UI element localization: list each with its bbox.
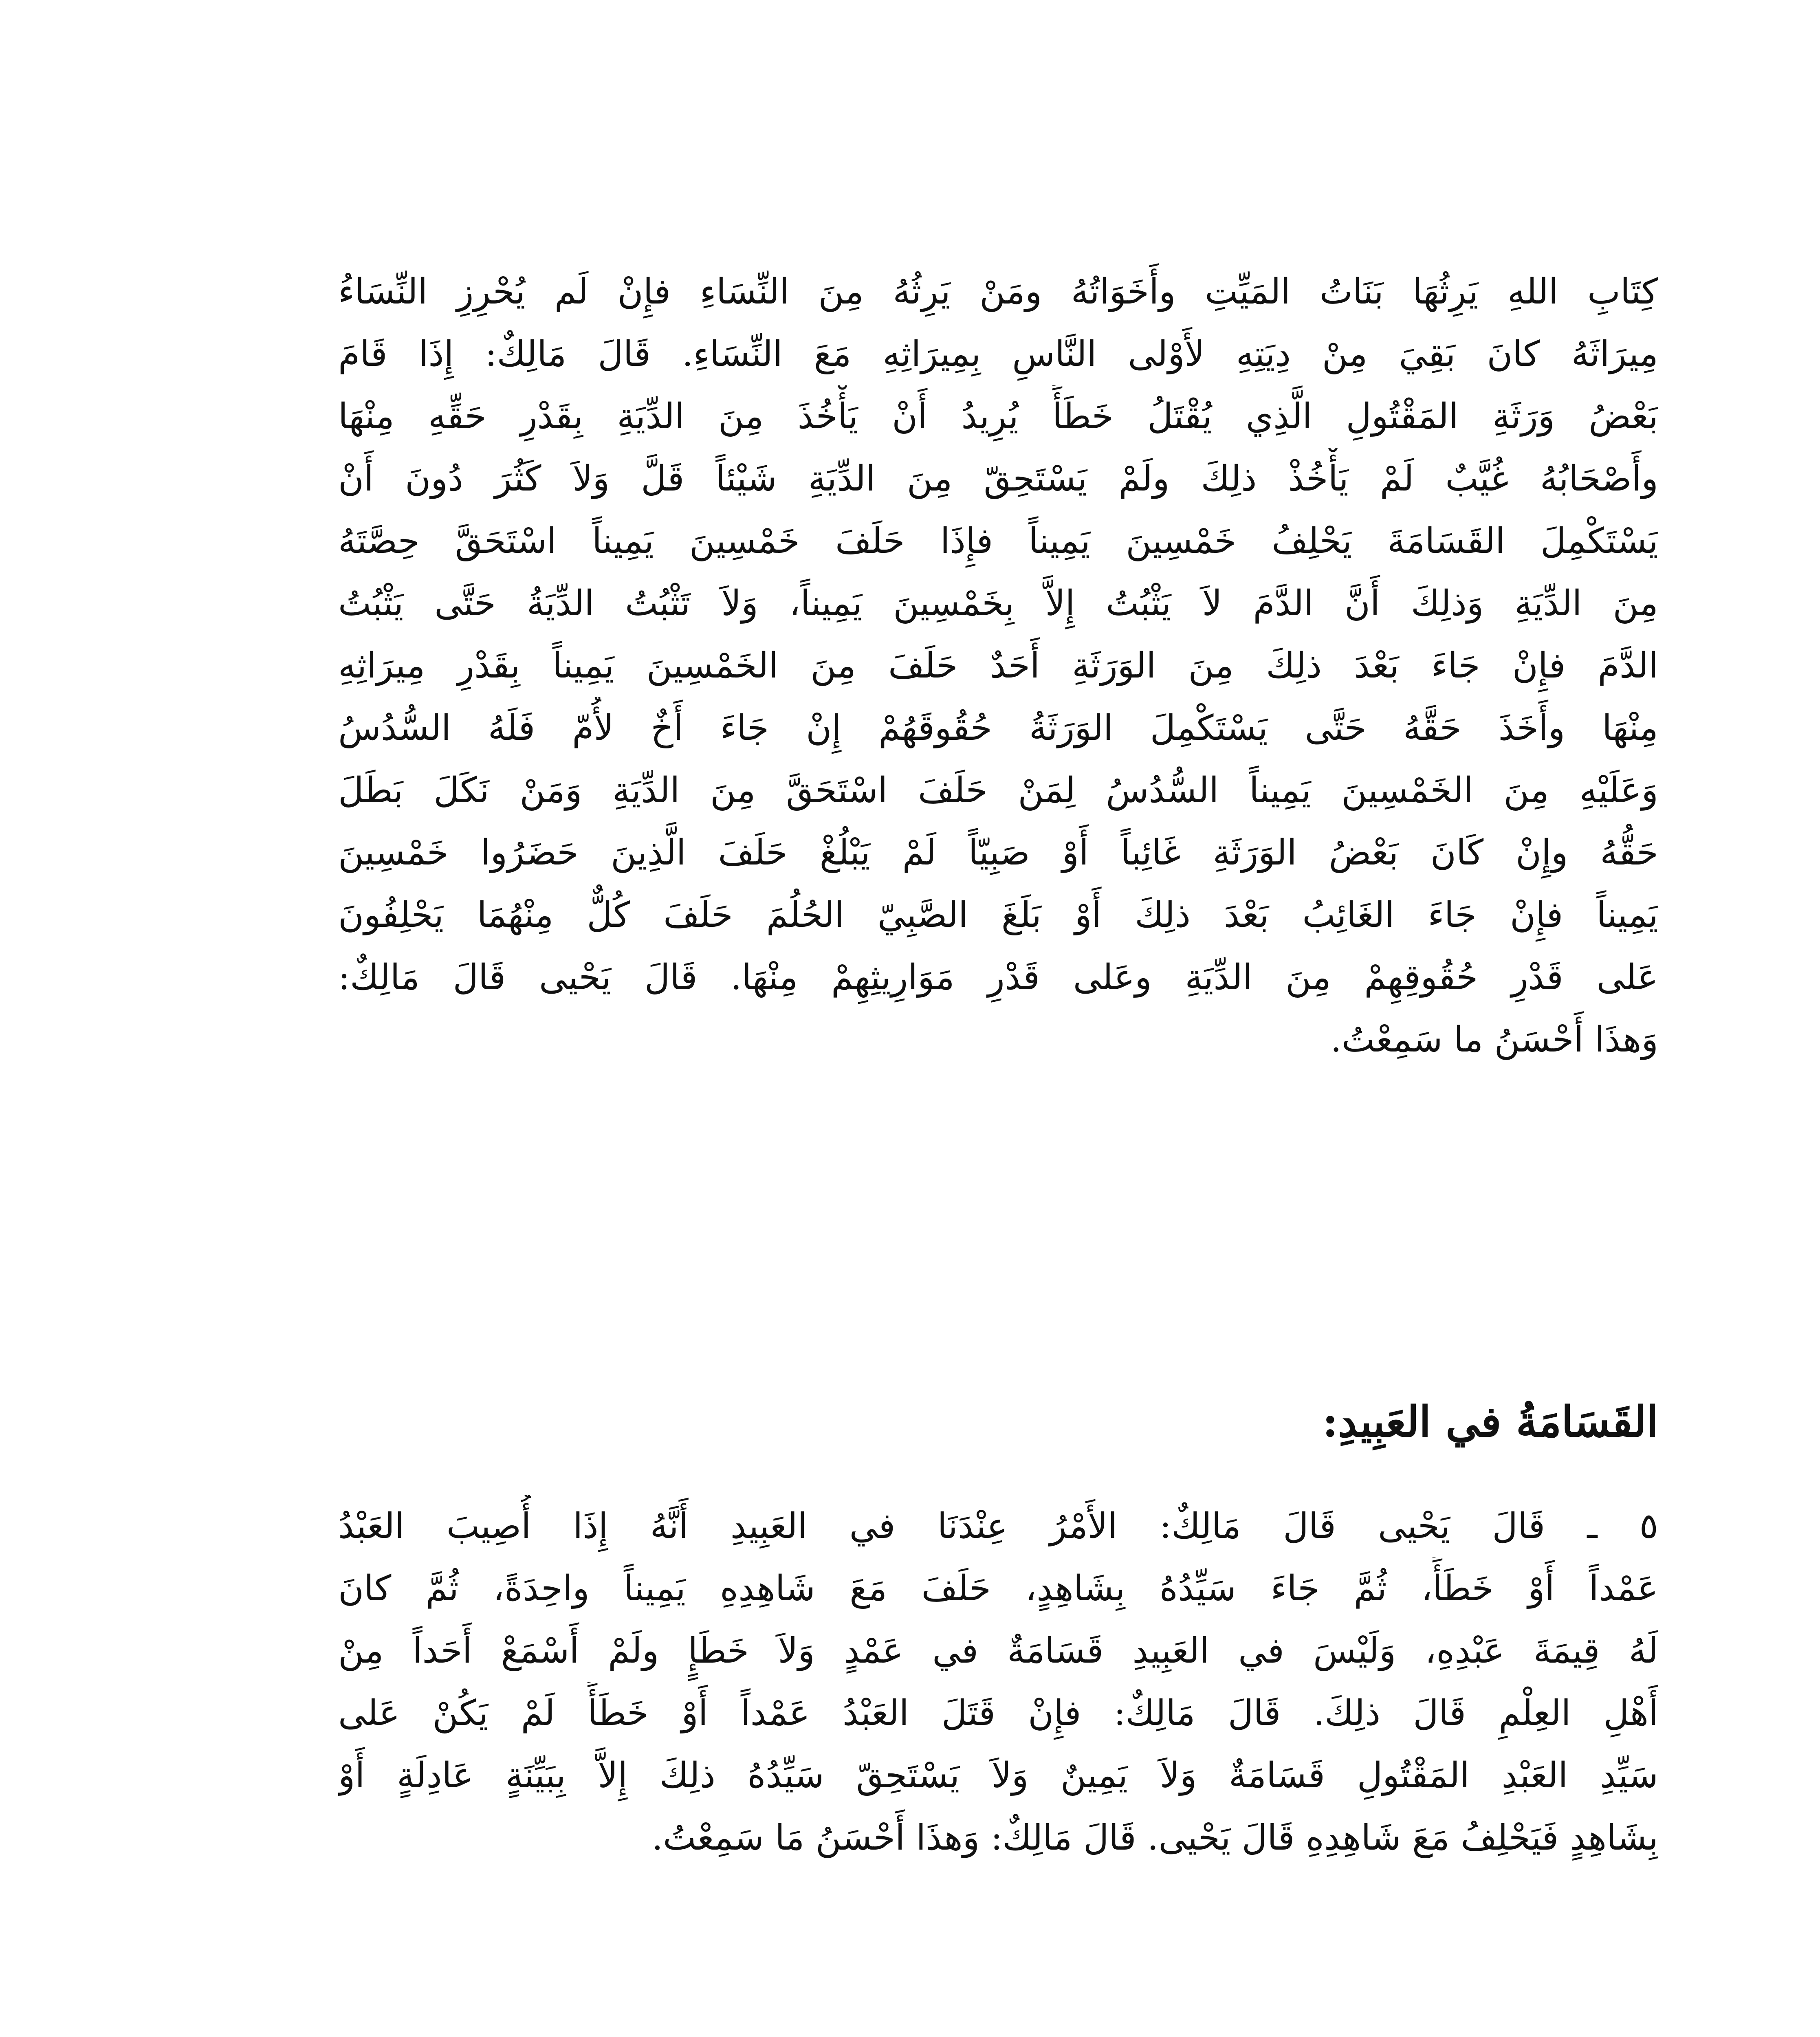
section-heading: القَسَامَةُ في العَبِيدِ: bbox=[1322, 1397, 1658, 1447]
text-line: مِنْهَا وأَخَذَ حَقَّهُ حَتَّى يَسْتَكْمِلَ الوَرَثَةُ حُقُوقَهُمْ إِنْ جَاءَ أَخٌ لأُمّ فَلَهُ السُّدُسُ bbox=[338, 708, 1658, 748]
text-line: وأَصْحَابُهُ غُيَّبٌ لَمْ يَأْخُذْ ذلِكَ ولَمْ يَسْتَحِقّ مِنَ الدِّيَةِ شَيْئاً قَلَّ وَلاَ كَثُرَ دُونَ أَنْ bbox=[338, 458, 1658, 499]
text-line: عَمْداً أَوْ خَطَأً، ثُمَّ جَاءَ سَيِّدُهُ بِشَاهِدٍ، حَلَفَ مَعَ شَاهِدِهِ يَمِيناً واحِدَةً، ثُمَّ كانَ bbox=[338, 1568, 1658, 1609]
paragraph-2 bbox=[338, 1495, 1658, 1869]
text-line: بِشَاهِدٍ فَيَحْلِفُ مَعَ شَاهِدِهِ قَالَ يَحْيى. قَالَ مَالِكٌ: وَهذَا أَحْسَنُ مَا سَمِعْتُ. bbox=[651, 1817, 1658, 1858]
paragraph-1 bbox=[338, 261, 1658, 1071]
text-line: وَعَلَيْهِ مِنَ الخَمْسِينَ يَمِيناً السُّدُسُ لِمَنْ حَلَفَ اسْتَحَقَّ مِنَ الدِّيَةِ وَمَنْ نَكَلَ بَطَلَ bbox=[338, 770, 1658, 811]
text-line: مِيرَاثَهُ كانَ بَقِيَ مِنْ دِيَتِهِ لأَوْلى النَّاسِ بِمِيرَاثِهِ مَعَ النِّسَاءِ. قَالَ مَالِكٌ: إِذَا قَامَ bbox=[338, 334, 1658, 374]
text-line: لَهُ قِيمَةَ عَبْدِهِ، وَلَيْسَ في العَبِيدِ قَسَامَةٌ في عَمْدٍ وَلاَ خَطَإٍ ولَمْ أَسْمَعْ أَحَداً مِنْ bbox=[338, 1630, 1658, 1671]
text-line: الدَّمَ فإِنْ جَاءَ بَعْدَ ذلِكَ مِنَ الوَرَثَةِ أَحَدٌ حَلَفَ مِنَ الخَمْسِينَ يَمِيناً بِقَدْرِ مِيرَاثِهِ bbox=[338, 645, 1658, 686]
text-line: بَعْضُ وَرَثَةِ المَقْتُولِ الَّذِي يُقْتَلُ خَطَأً يُرِيدُ أَنْ يَأْخُذَ مِنَ الدِّيَةِ بِقَدْرِ حَقِّهِ مِنْهَا bbox=[338, 396, 1658, 437]
text-line: ٥ ـ قَالَ يَحْيى قَالَ مَالِكٌ: الأَمْرُ عِنْدَنَا في العَبِيدِ أَنَّهُ إِذَا أُصِيبَ العَبْدُ bbox=[338, 1506, 1658, 1546]
text-line: أَهْلِ العِلْمِ قَالَ ذلِكَ. قَالَ مَالِكٌ: فإِنْ قَتَلَ العَبْدُ عَمْداً أَوْ خَطَأً لَمْ يَكُنْ عَلى bbox=[338, 1693, 1658, 1733]
text-line: عَلى قَدْرِ حُقُوقِهِمْ مِنَ الدِّيَةِ وعَلى قَدْرِ مَوَارِيثِهِمْ مِنْهَا. قَالَ يَحْيى قَالَ مَالِكٌ: bbox=[338, 957, 1658, 998]
text-line: مِنَ الدِّيَةِ وَذلِكَ أَنَّ الدَّمَ لاَ يَثْبُتُ إِلاَّ بِخَمْسِينَ يَمِيناً، وَلاَ تَثْبُتُ الدِّيَةُ حَتَّى يَثْبُتُ bbox=[338, 583, 1658, 624]
text-line: يَمِيناً فإِنْ جَاءَ الغَائِبُ بَعْدَ ذلِكَ أَوْ بَلَغَ الصَّبِيّ الحُلُمَ حَلَفَ كُلٌّ مِنْهُمَا يَحْلِفُونَ bbox=[338, 895, 1658, 935]
text-line: سَيِّدِ العَبْدِ المَقْتُولِ قَسَامَةٌ وَلاَ يَمِينٌ وَلاَ يَسْتَحِقّ سَيِّدُهُ ذلِكَ إِلاَّ بِبَيِّنَةٍ عَادِلَةٍ أَوْ bbox=[338, 1755, 1658, 1796]
text-line: حَقُّهُ وإِنْ كَانَ بَعْضُ الوَرَثَةِ غَائِباً أَوْ صَبِيّاً لَمْ يَبْلُغْ حَلَفَ الَّذِينَ حَضَرُوا خَمْسِينَ bbox=[338, 832, 1658, 873]
text-line: وَهذَا أَحْسَنُ ما سَمِعْتُ. bbox=[1330, 1019, 1658, 1060]
text-line: يَسْتَكْمِلَ القَسَامَةَ يَحْلِفُ خَمْسِينَ يَمِيناً فإِذَا حَلَفَ خَمْسِينَ يَمِيناً اسْتَحَقَّ حِصَّتَهُ bbox=[338, 521, 1658, 561]
text-line: كِتَابِ اللهِ يَرِثُهَا بَنَاتُ المَيِّتِ وأَخَوَاتُهُ ومَنْ يَرِثُهُ مِنَ النِّسَاءِ فإِنْ لَم يُحْرِزِ النِّسَاءُ bbox=[338, 271, 1658, 312]
